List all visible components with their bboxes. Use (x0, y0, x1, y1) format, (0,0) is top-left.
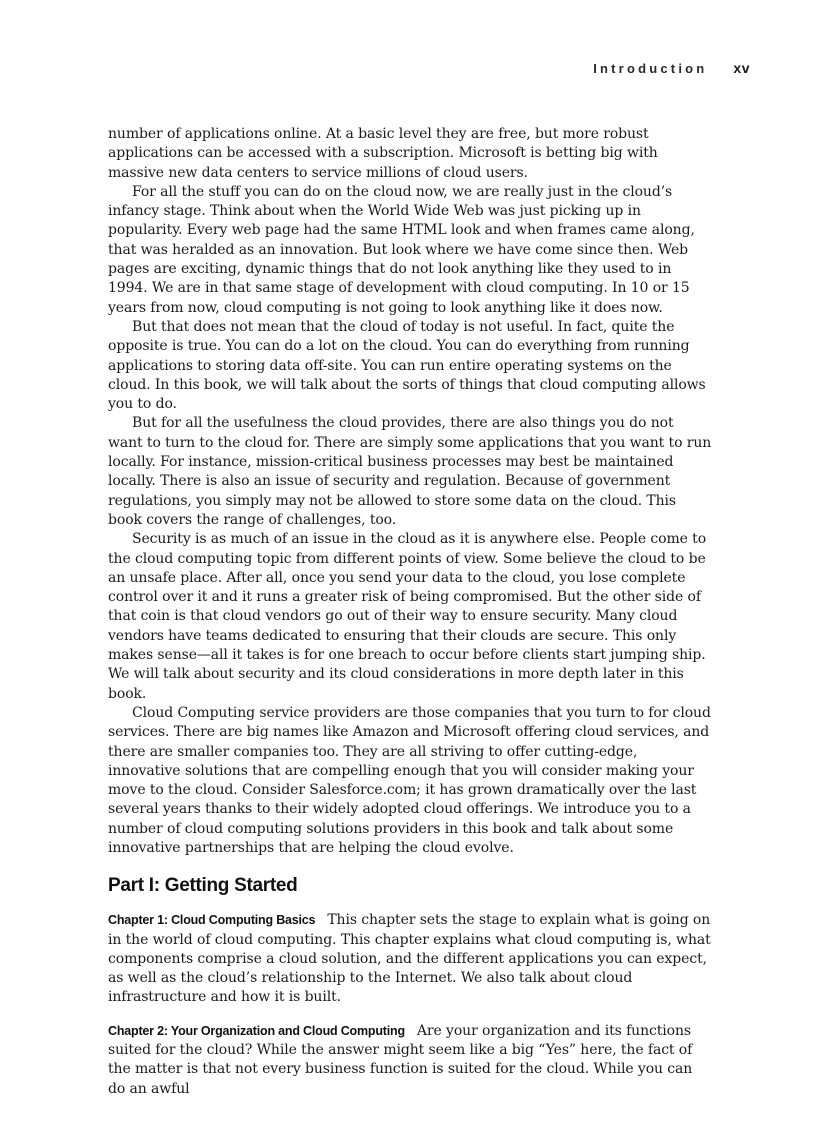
running-header (593, 60, 750, 76)
part-heading: Part I: Getting Started (108, 875, 298, 897)
body-paragraph: For all the stuff you can do on the cloud now, we are really just in the cloud’s infancy stage. Think about when the World Wide Web was just picking up in popularity. Every web page had the same HTML look and when frames came along, that was heralded as an innovation. But look where we have come since then. Web pages are exciting, dynamic things that do not look anything like they used to in 1994. We are in that same stage of development with cloud computing. In 10 or 15 years from now, cloud computing is not going to look anything like it does now. (108, 183, 695, 316)
body-paragraph: Security is as much of an issue in the cloud as it is anywhere else. People come to the cloud computing topic from different points of view. Some believe the cloud to be an unsafe place. After all, once you send your data to the cloud, you lose complete control over it and it runs a greater risk of being compromised. But the other side of that coin is that cloud vendors go out of their way to ensure security. Many cloud vendors have teams dedicated to ensuring that their clouds are secure. This only makes sense—all it takes is for one breach to occur before clients start jumping ship. We will talk about security and its cloud considerations in more depth later in this book. (108, 531, 707, 702)
section-title: Introduction (593, 61, 708, 76)
chapter-description: Are your organization and its functions suited for the cloud? While the answer might seem like a big “Yes” here, the fact of the matter is that not every business function is suited for the cloud. While you can do an awful (108, 1022, 693, 1097)
page-number: xv (733, 60, 750, 76)
chapter-summary (108, 1022, 712, 1099)
body-paragraph: But that does not mean that the cloud of today is not useful. In fact, quite the opposite is true. You can do a lot on the cloud. You can do everything from running applications to storing data off-site. You can run entire operating systems on the cloud. In this book, we will talk about the sorts of things that cloud computing allows you to do. (108, 318, 706, 413)
chapter-description: This chapter sets the stage to explain what is going on in the world of cloud computing. This chapter explains what cloud computing is, what components comprise a cloud solution, and the different applications you can expect, as well as the cloud’s relationship to the Internet. We also talk about cloud infrastructure and how it is built. (108, 912, 711, 1006)
body-paragraph: Cloud Computing service providers are those companies that you turn to for cloud services. There are big names like Amazon and Microsoft offering cloud services, and there are smaller companies too. They are all striving to offer cutting-edge, innovative solutions that are compelling enough that you will consider making your move to the cloud. Consider Salesforce.com; it has grown dramatically over the last several years thanks to their widely adopted cloud offerings. We introduce you to a number of cloud computing solutions providers in this book and talk about some innovative partnerships that are helping the cloud evolve. (108, 704, 711, 856)
chapter-title: Chapter 1: Cloud Computing Basics (108, 913, 316, 928)
body-paragraph: number of applications online. At a basic level they are free, but more robust applications can be accessed with a subscription. Microsoft is betting big with massive new data centers to service millions of cloud users. (108, 126, 658, 181)
chapter-title: Chapter 2: Your Organization and Cloud Computing (108, 1023, 405, 1038)
body-paragraph: But for all the usefulness the cloud provides, there are also things you do not want to turn to the cloud for. There are simply some applications that you want to run locally. For instance, mission-critical business processes may best be maintained locally. There is also an issue of security and regulation. Because of government regulations, you simply may not be allowed to store some data on the cloud. This book covers the range of challenges, too. (108, 415, 712, 528)
chapter-summary (108, 911, 712, 1007)
body-text (108, 125, 712, 1113)
